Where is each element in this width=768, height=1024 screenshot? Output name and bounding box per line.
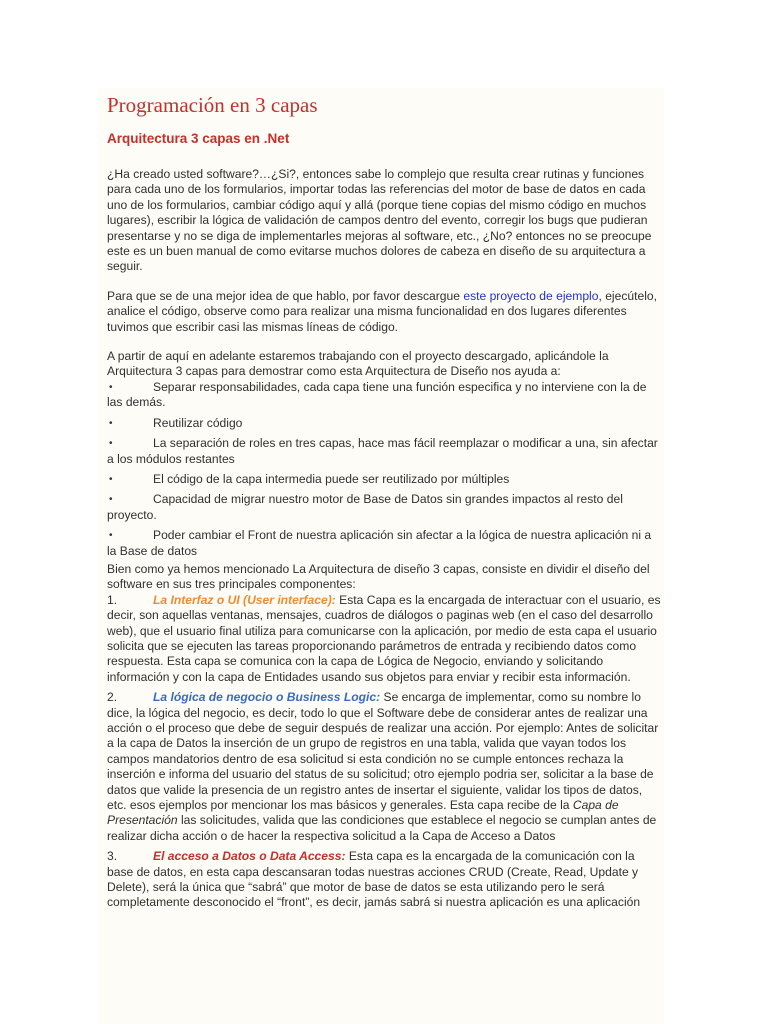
page-title: Programación en 3 capas [107, 93, 318, 117]
layer-item-data [107, 849, 663, 911]
components-paragraph: Bien como ya hemos mencionado La Arquitectura de diseño 3 capas, consiste en dividir el diseño del software en sus tres principales componentes: [107, 561, 650, 592]
bullet-icon: • [109, 438, 113, 450]
presentation-layer-term: Capa de Presentación [107, 798, 619, 828]
layer-heading-ui: La Interfaz o UI (User interface): [153, 592, 336, 607]
list-item [107, 380, 663, 411]
list-item-text: La separación de roles en tres capas, hace mas fácil reemplazar o modificar a una, sin afectar a los módulos restantes [107, 436, 658, 466]
list-item [107, 436, 663, 467]
layer-item-ui [107, 593, 663, 685]
bullet-icon: • [109, 473, 113, 485]
list-item-text: Reutilizar código [153, 415, 243, 430]
layer-heading-data: El acceso a Datos o Data Access: [153, 849, 346, 864]
document-content [107, 92, 663, 911]
layer-item-business [107, 690, 663, 844]
list-item [107, 528, 663, 559]
page-subtitle: Arquitectura 3 capas en .Net [107, 131, 290, 146]
layer-heading-business: La lógica de negocio o Business Logic: [153, 690, 381, 705]
item-number: 2. [107, 690, 118, 705]
list-item-text: Separar responsabilidades, cada capa tiene una función especifica y no interviene con la de las demás. [107, 379, 647, 410]
benefits-list [107, 380, 663, 559]
download-paragraph [107, 289, 663, 335]
layer-text-business-cont: las solicitudes, valida que las condiciones que establece el negocio se cumplan antes de realizar dicha acción o de hacer la respectiva solicitud a la Capa de Acceso a Datos [107, 813, 657, 843]
intro-paragraph: ¿Ha creado usted software?…¿Si?, entonces sabe lo complejo que resulta crear rutinas y funciones para cada uno de los formularios, importar todas las referencias del motor de base de datos en cada uno de los formularios, cambiar código aquí y allá (porque tiene copias del mismo código en muchos lugares), escribir la lógica de validación de campos dentro del evento, corregir los bugs que pudieran presentarse y no se diga de implementarles mejoras al software, etc., ¿No? entonces no se preocupe este es un buen manual de como evitarse muchos dolores de cabeza en diseño de su arquitectura a seguir. [107, 167, 652, 274]
layer-text-data: Esta capa es la encargada de la comunicación con la base de datos, en esta capa descansaran todas nuestras acciones CRUD (Create, Read, Update y Delete), será la única que “sabrá” que motor de base de datos se esta utilizando pero le será completamente desconocido el “front”, es decir, jamás sabrá si nuestra aplicación es una aplicación [107, 849, 641, 910]
example-project-link[interactable]: este proyecto de ejemplo [463, 288, 599, 303]
item-number: 3. [107, 849, 118, 864]
download-text-before: Para que se de una mejor idea de que hablo, por favor descargue [107, 288, 464, 303]
list-item [107, 472, 663, 487]
layer-text-business: Se encarga de implementar, como su nombre lo dice, la lógica del negocio, es decir, todo lo que el Software debe de considerar antes de realizar una acción o el proceso que debe de seguir después de realizar una acción. Por ejemplo: Antes de solicitar a la capa de Datos la inserción de un grupo de registros en una tabla, valida que vayan todos los campos mandatorios dentro de esa solicitud si esta condición no se cumple entonces rechaza la inserción e informa del usuario del status de su solicitud; otro ejemplo podria ser, solicitar a la base de datos que valide la presencia de un registro antes de insertar el siguiente, validar los tipos de datos, etc. esos ejemplos por mencionar los mas básicos y generales. Esta capa recibe de la [107, 690, 659, 813]
bullet-icon: • [109, 417, 113, 429]
list-item-text: El código de la capa intermedia puede ser reutilizado por múltiples [153, 471, 510, 486]
download-text-after: , ejecútelo, analice el código, observe como para realizar una misma funcionalidad en dos lugares diferentes tuvimos que escribir casi las mismas líneas de código. [107, 288, 657, 334]
list-item-text: Capacidad de migrar nuestro motor de Base de Datos sin grandes impactos al resto del proyecto. [107, 492, 623, 522]
list-item-text: Poder cambiar el Front de nuestra aplicación sin afectar a la lógica de nuestra aplicación ni a la Base de datos [107, 528, 652, 558]
bullet-icon: • [109, 494, 113, 506]
list-item [107, 416, 663, 431]
bullet-icon: • [109, 381, 113, 393]
apartir-paragraph: A partir de aquí en adelante estaremos trabajando con el proyecto descargado, aplicándole la Arquitectura 3 capas para demostrar como esta Arquitectura de Diseño nos ayuda a: [107, 349, 609, 379]
layer-text-ui: Esta Capa es la encargada de interactuar con el usuario, es decir, son aquellas ventanas, mensajes, cuadros de diálogos o paginas web (en el caso del desarrollo web), que el usuario final utiliza para comunicarse con la aplicación, por medio de esta capa el usuario solicita que se ejecuten las tareas proporcionando parámetros de entrada y recibiendo datos como respuesta. Esta capa se comunica con la capa de Lógica de Negocio, enviando y solicitando información y con la capa de Entidades usando sus objetos para enviar y recibir esta información. [107, 592, 661, 684]
list-item [107, 492, 663, 523]
bullet-icon: • [109, 530, 113, 542]
item-number: 1. [107, 592, 118, 607]
